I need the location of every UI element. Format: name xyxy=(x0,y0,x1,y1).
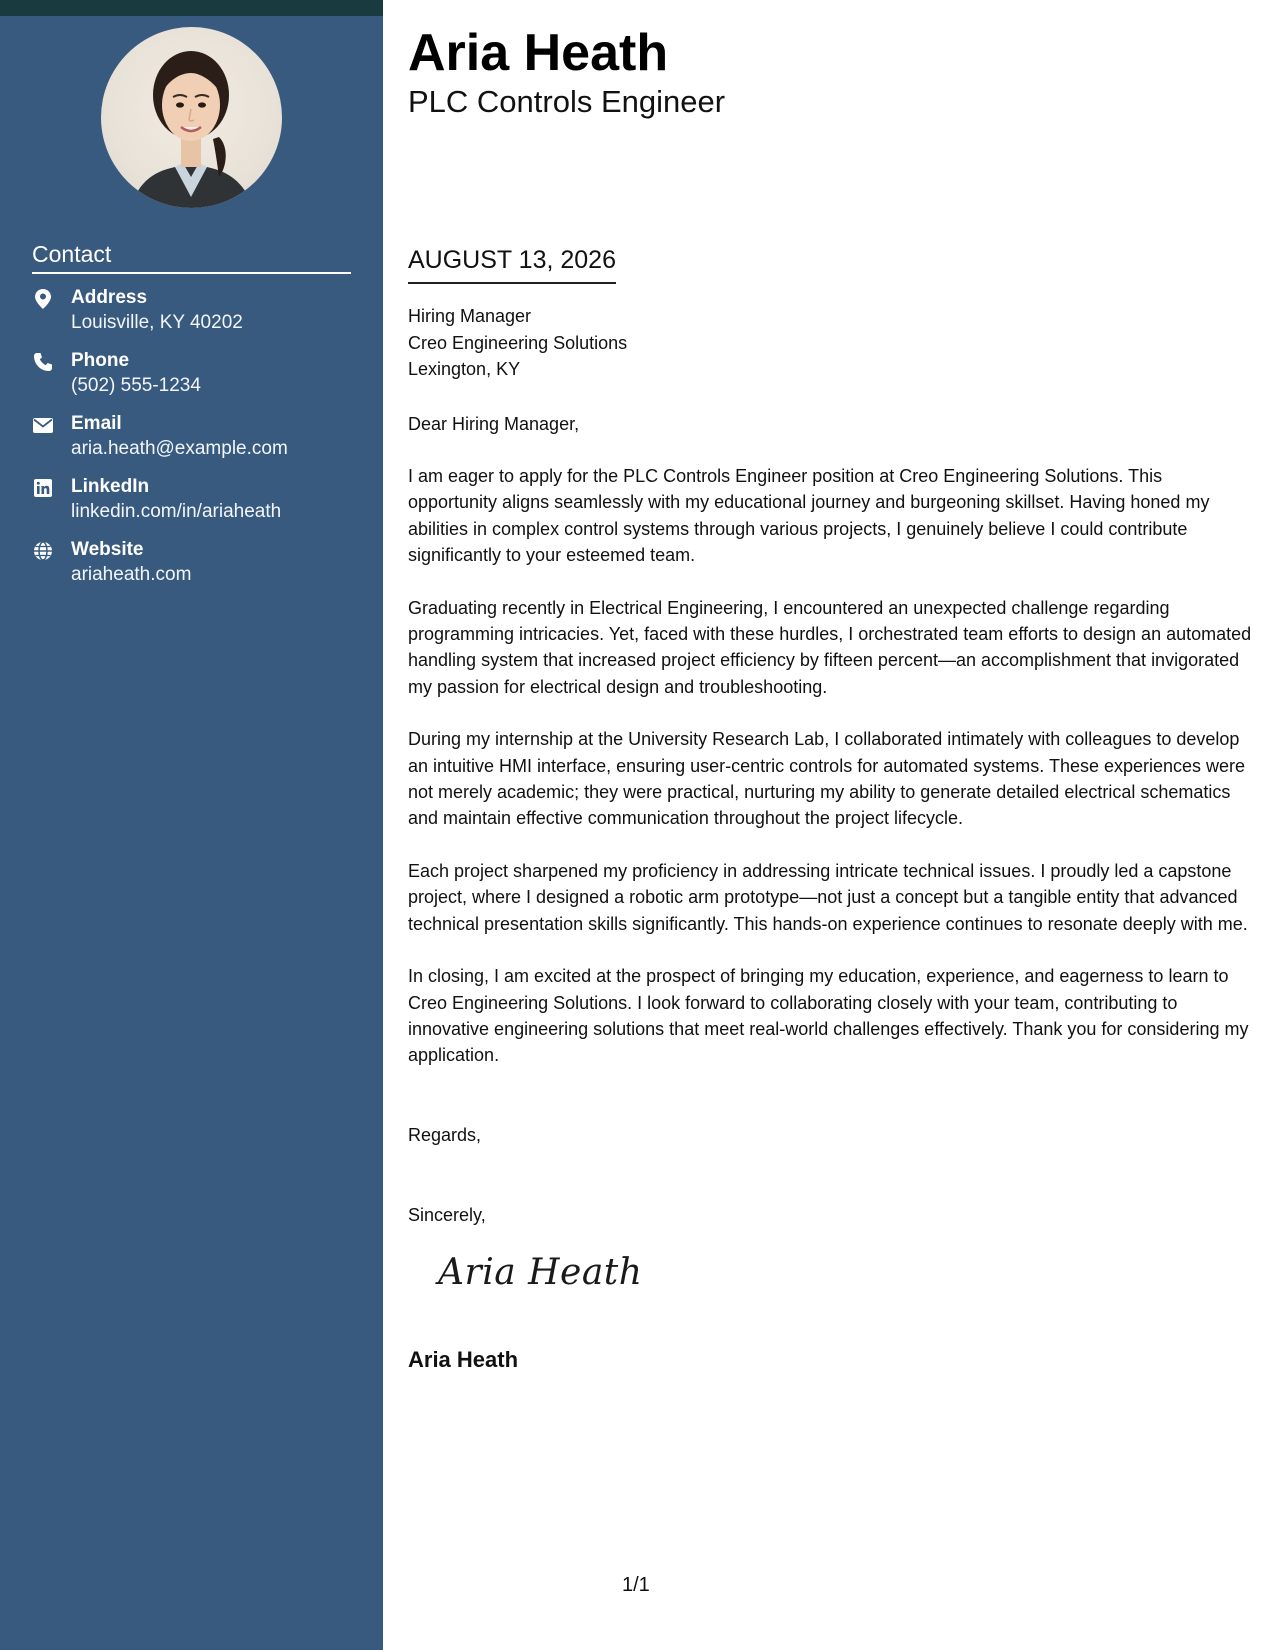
body-paragraph: Graduating recently in Electrical Engineering, I encountered an unexpected challenge regarding programming intricacies. Yet, faced with these hurdles, I orchestrated team efforts to design an automated handling system that increased project efficiency by fifteen percent—an accomplishment that invigorated my passion for electrical design and troubleshooting. xyxy=(408,597,1252,697)
contact-label: Website xyxy=(71,539,144,560)
contact-value: Louisville, KY 40202 xyxy=(71,312,243,333)
applicant-name: Aria Heath xyxy=(408,24,669,82)
page-number: 1/1 xyxy=(622,1574,650,1596)
body-paragraph: In closing, I am excited at the prospect of bringing my education, experience, and eagerness to learn to Creo Engineering Solutions. I look forward to collaborating closely with your team, contributing to innovative engineering solutions that meet real-world challenges effectively. Thank you for considering my application. xyxy=(408,966,1249,1066)
body-paragraph: Each project sharpened my proficiency in addressing intricate technical issues. I proudly led a capstone project, where I designed a robotic arm prototype—not just a concept but a tangible entity that advanced technical presentation skills significantly. This hands-on experience continues to resonate deeply with me. xyxy=(408,860,1248,934)
contact-section-title: Contact xyxy=(32,240,351,274)
signature-text: Aria Heath xyxy=(438,1252,643,1293)
recipient-block xyxy=(408,303,627,383)
contact-list xyxy=(32,286,362,601)
map-pin-icon xyxy=(32,288,54,310)
portrait-illustration xyxy=(101,27,282,208)
closing-sincerely: Sincerely, xyxy=(408,1205,486,1225)
linkedin-icon xyxy=(32,477,54,499)
closing-regards: Regards, xyxy=(408,1125,482,1145)
globe-icon xyxy=(32,540,54,562)
contact-label: Phone xyxy=(71,350,130,371)
contact-label: Email xyxy=(71,413,122,434)
recipient-line: Lexington, KY xyxy=(408,359,521,379)
contact-value: aria.heath@example.com xyxy=(71,438,288,459)
contact-linkedin xyxy=(32,475,362,538)
salutation: Dear Hiring Manager, xyxy=(408,414,580,434)
phone-icon xyxy=(32,351,54,373)
contact-email xyxy=(32,412,362,475)
body-paragraph: During my internship at the University Research Lab, I collaborated intimately with colleagues to develop an intuitive HMI interface, ensuring user-centric controls for automated systems. These experiences were not merely academic; they were practical, nurturing my ability to generate detailed electrical schematics and maintain effective communication throughout the project lifecycle. xyxy=(408,729,1246,829)
handwritten-signature xyxy=(438,1252,648,1312)
applicant-role: PLC Controls Engineer xyxy=(408,84,726,119)
body-paragraph: I am eager to apply for the PLC Controls Engineer position at Creo Engineering Solutions. This opportunity aligns seamlessly with my educational journey and burgeoning skillset. Having honed my abilities in complex control systems through various projects, I genuinely believe I could contribute significantly to your esteemed team. xyxy=(408,466,1210,566)
profile-photo xyxy=(101,27,282,208)
contact-website xyxy=(32,538,362,601)
contact-value: linkedin.com/in/ariaheath xyxy=(71,501,282,522)
recipient-line: Creo Engineering Solutions xyxy=(408,332,628,353)
contact-label: LinkedIn xyxy=(71,476,150,497)
letter-date: AUGUST 13, 2026 xyxy=(408,244,616,284)
contact-address xyxy=(32,286,362,349)
contact-label: Address xyxy=(71,287,148,308)
letter-body xyxy=(408,463,1253,1095)
sidebar-top-band xyxy=(0,0,383,16)
contact-phone xyxy=(32,349,362,412)
signer-name: Aria Heath xyxy=(408,1347,519,1372)
sidebar xyxy=(0,0,383,1650)
contact-value: (502) 555-1234 xyxy=(71,375,201,396)
contact-value: ariaheath.com xyxy=(71,564,192,585)
recipient-line: Hiring Manager xyxy=(408,306,532,326)
envelope-icon xyxy=(32,414,54,436)
